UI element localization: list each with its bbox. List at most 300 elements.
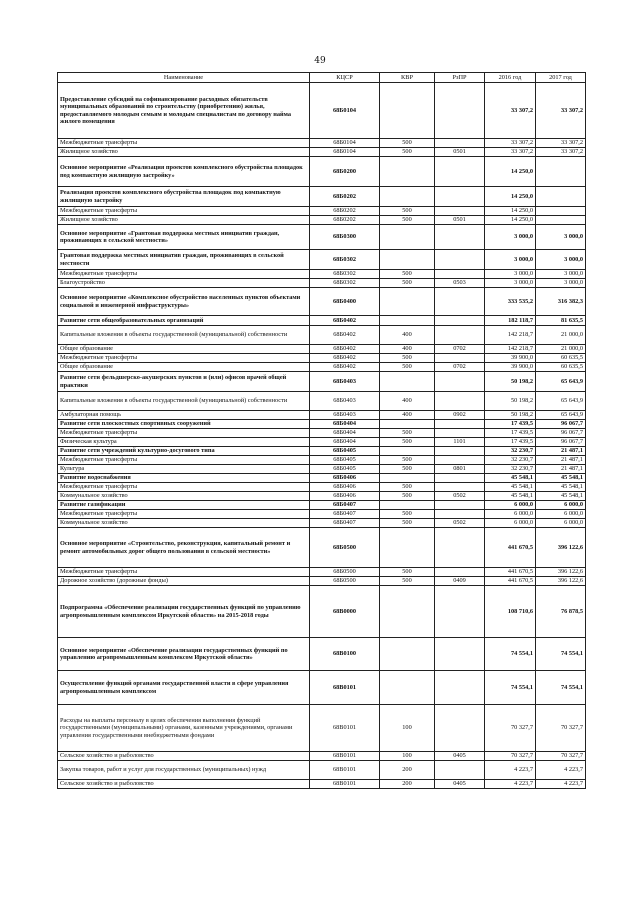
amount-2016-cell: 6 000,0 [485, 510, 536, 519]
amount-2016-cell: 74 554,1 [485, 671, 536, 705]
table-row [58, 510, 586, 519]
kvr-cell: 200 [380, 761, 435, 780]
rzpr-cell [435, 568, 485, 577]
amount-2016-cell: 32 230,7 [485, 447, 536, 456]
row-name-cell: Сельское хозяйство и рыболовство [58, 780, 310, 789]
table-row [58, 752, 586, 761]
table-row [58, 519, 586, 528]
rzpr-cell [435, 420, 485, 429]
amount-2017-cell: 45 548,1 [536, 492, 586, 501]
kcsr-cell: 68Б0302 [310, 250, 380, 270]
table-row [58, 225, 586, 250]
table-row [58, 326, 586, 345]
amount-2016-cell: 33 307,2 [485, 139, 536, 148]
table-row [58, 638, 586, 671]
kvr-cell [380, 288, 435, 316]
row-name-cell: Грантовая поддержка местных инициатив граждан, проживающих в сельской местности [58, 250, 310, 270]
kcsr-cell: 68Б0406 [310, 483, 380, 492]
table-row [58, 148, 586, 157]
row-name-cell: Основное мероприятие «Грантовая поддержка местных инициатив граждан, проживающих в сельской местности» [58, 225, 310, 250]
kcsr-cell: 68Б0104 [310, 83, 380, 139]
row-name-cell: Межбюджетные трансферты [58, 354, 310, 363]
kvr-cell: 500 [380, 492, 435, 501]
kcsr-cell: 68Б0405 [310, 456, 380, 465]
rzpr-cell [435, 474, 485, 483]
table-row [58, 492, 586, 501]
kcsr-cell: 68Б0405 [310, 447, 380, 456]
amount-2017-cell: 45 548,1 [536, 474, 586, 483]
rzpr-cell [435, 250, 485, 270]
rzpr-cell [435, 671, 485, 705]
amount-2016-cell: 14 250,0 [485, 157, 536, 187]
header-2016: 2016 год [485, 73, 536, 83]
row-name-cell: Коммунальное хозяйство [58, 519, 310, 528]
kcsr-cell: 68Б0406 [310, 492, 380, 501]
rzpr-cell: 0801 [435, 465, 485, 474]
amount-2017-cell: 45 548,1 [536, 483, 586, 492]
table-row [58, 483, 586, 492]
row-name-cell: Физическая культура [58, 438, 310, 447]
table-row [58, 447, 586, 456]
row-name-cell: Общее образование [58, 363, 310, 372]
rzpr-cell [435, 501, 485, 510]
rzpr-cell: 0702 [435, 363, 485, 372]
kvr-cell: 100 [380, 752, 435, 761]
table-row [58, 780, 586, 789]
amount-2016-cell: 33 307,2 [485, 83, 536, 139]
amount-2016-cell: 3 000,0 [485, 250, 536, 270]
amount-2016-cell: 17 439,5 [485, 429, 536, 438]
table-row [58, 279, 586, 288]
amount-2017-cell: 65 643,9 [536, 392, 586, 411]
amount-2017-cell: 33 307,2 [536, 148, 586, 157]
table-row [58, 705, 586, 752]
amount-2017-cell: 74 554,1 [536, 671, 586, 705]
row-name-cell: Межбюджетные трансферты [58, 510, 310, 519]
table-row [58, 577, 586, 586]
kcsr-cell: 68Б0200 [310, 157, 380, 187]
amount-2016-cell: 6 000,0 [485, 501, 536, 510]
row-name-cell: Развитие сети плоскостных спортивных сооружений [58, 420, 310, 429]
amount-2017-cell [536, 157, 586, 187]
kcsr-cell: 68В0101 [310, 780, 380, 789]
kvr-cell: 500 [380, 519, 435, 528]
rzpr-cell [435, 761, 485, 780]
kcsr-cell: 68Б0403 [310, 392, 380, 411]
amount-2016-cell: 14 250,0 [485, 187, 536, 207]
amount-2017-cell: 76 878,5 [536, 586, 586, 638]
amount-2017-cell: 3 000,0 [536, 279, 586, 288]
kvr-cell: 500 [380, 429, 435, 438]
kcsr-cell: 68В0000 [310, 586, 380, 638]
kvr-cell [380, 501, 435, 510]
rzpr-cell [435, 447, 485, 456]
kcsr-cell: 68Б0407 [310, 501, 380, 510]
amount-2016-cell: 441 670,5 [485, 568, 536, 577]
rzpr-cell [435, 528, 485, 568]
kcsr-cell: 68В0101 [310, 705, 380, 752]
amount-2017-cell: 33 307,2 [536, 83, 586, 139]
amount-2017-cell: 396 122,6 [536, 577, 586, 586]
amount-2016-cell: 3 000,0 [485, 270, 536, 279]
row-name-cell: Основное мероприятие «Строительство, реконструкция, капитальный ремонт и ремонт автомобильных дорог общего пользования в сельской местности» [58, 528, 310, 568]
kcsr-cell: 68Б0104 [310, 139, 380, 148]
row-name-cell: Основное мероприятие «Реализация проектов комплексного обустройства площадок под компактную жилищную застройку» [58, 157, 310, 187]
kcsr-cell: 68Б0405 [310, 465, 380, 474]
kvr-cell [380, 671, 435, 705]
rzpr-cell [435, 326, 485, 345]
amount-2016-cell: 441 670,5 [485, 528, 536, 568]
amount-2016-cell: 50 198,2 [485, 372, 536, 392]
kvr-cell: 500 [380, 483, 435, 492]
row-name-cell: Жилищное хозяйство [58, 148, 310, 157]
kvr-cell: 500 [380, 279, 435, 288]
amount-2017-cell [536, 207, 586, 216]
kvr-cell: 500 [380, 456, 435, 465]
rzpr-cell [435, 510, 485, 519]
amount-2017-cell: 3 000,0 [536, 270, 586, 279]
amount-2016-cell: 14 250,0 [485, 216, 536, 225]
amount-2016-cell: 17 439,5 [485, 438, 536, 447]
amount-2016-cell: 50 198,2 [485, 411, 536, 420]
table-header-row [58, 73, 586, 83]
amount-2017-cell: 3 000,0 [536, 250, 586, 270]
row-name-cell: Межбюджетные трансферты [58, 207, 310, 216]
amount-2016-cell: 6 000,0 [485, 519, 536, 528]
kcsr-cell: 68Б0400 [310, 288, 380, 316]
amount-2016-cell: 3 000,0 [485, 225, 536, 250]
table-row [58, 187, 586, 207]
table-row [58, 761, 586, 780]
kvr-cell [380, 528, 435, 568]
row-name-cell: Культура [58, 465, 310, 474]
kcsr-cell: 68Б0202 [310, 187, 380, 207]
row-name-cell: Межбюджетные трансферты [58, 270, 310, 279]
amount-2016-cell: 108 710,6 [485, 586, 536, 638]
kvr-cell: 500 [380, 207, 435, 216]
kcsr-cell: 68Б0302 [310, 270, 380, 279]
table-row [58, 83, 586, 139]
amount-2017-cell: 33 307,2 [536, 139, 586, 148]
row-name-cell: Осуществление функций органами государственной власти в сфере управления агропромышленным комплексом [58, 671, 310, 705]
kvr-cell: 500 [380, 568, 435, 577]
amount-2016-cell: 33 307,2 [485, 148, 536, 157]
amount-2016-cell: 74 554,1 [485, 638, 536, 671]
table-row [58, 288, 586, 316]
row-name-cell: Межбюджетные трансферты [58, 429, 310, 438]
amount-2016-cell: 142 218,7 [485, 345, 536, 354]
kcsr-cell: 68Б0104 [310, 148, 380, 157]
table-row [58, 411, 586, 420]
rzpr-cell [435, 586, 485, 638]
row-name-cell: Дорожное хозяйство (дорожные фонды) [58, 577, 310, 586]
amount-2017-cell: 21 487,1 [536, 465, 586, 474]
rzpr-cell [435, 139, 485, 148]
amount-2016-cell: 4 223,7 [485, 761, 536, 780]
rzpr-cell [435, 483, 485, 492]
amount-2016-cell: 333 535,2 [485, 288, 536, 316]
rzpr-cell [435, 270, 485, 279]
kcsr-cell: 68Б0500 [310, 577, 380, 586]
kvr-cell: 500 [380, 216, 435, 225]
amount-2017-cell: 74 554,1 [536, 638, 586, 671]
kcsr-cell: 68Б0202 [310, 216, 380, 225]
kcsr-cell: 68Б0302 [310, 279, 380, 288]
amount-2017-cell: 6 000,0 [536, 519, 586, 528]
rzpr-cell [435, 157, 485, 187]
kvr-cell: 500 [380, 148, 435, 157]
kcsr-cell: 68Б0406 [310, 474, 380, 483]
table-row [58, 250, 586, 270]
kvr-cell [380, 420, 435, 429]
kcsr-cell: 68Б0402 [310, 345, 380, 354]
rzpr-cell: 1101 [435, 438, 485, 447]
rzpr-cell: 0902 [435, 411, 485, 420]
amount-2017-cell: 21 000,0 [536, 326, 586, 345]
row-name-cell: Благоустройство [58, 279, 310, 288]
row-name-cell: Амбулаторная помощь [58, 411, 310, 420]
table-row [58, 474, 586, 483]
budget-table [57, 72, 586, 789]
row-name-cell: Межбюджетные трансферты [58, 456, 310, 465]
rzpr-cell: 0501 [435, 216, 485, 225]
header-name: Наименование [58, 73, 310, 83]
kcsr-cell: 68Б0404 [310, 429, 380, 438]
table-row [58, 501, 586, 510]
amount-2017-cell: 96 067,7 [536, 420, 586, 429]
kvr-cell: 500 [380, 354, 435, 363]
kvr-cell [380, 316, 435, 326]
row-name-cell: Жилищное хозяйство [58, 216, 310, 225]
amount-2017-cell: 65 643,9 [536, 372, 586, 392]
amount-2016-cell: 32 230,7 [485, 465, 536, 474]
rzpr-cell [435, 187, 485, 207]
amount-2016-cell: 17 439,5 [485, 420, 536, 429]
table-row [58, 420, 586, 429]
table-row [58, 372, 586, 392]
amount-2017-cell: 396 122,6 [536, 528, 586, 568]
row-name-cell: Предоставление субсидий на софинансирование расходных обязательств муниципальных образований по строительству (приобретению) жилья, предоставляемого молодым семьям и молодым специалистам по договору найма жилого помещения [58, 83, 310, 139]
amount-2017-cell: 65 643,9 [536, 411, 586, 420]
kvr-cell: 500 [380, 577, 435, 586]
row-name-cell: Основное мероприятие «Обеспечение реализации государственных функций по управлению агропромышленным комплексом Иркутской области» [58, 638, 310, 671]
header-rzpr: РзПР [435, 73, 485, 83]
kvr-cell [380, 225, 435, 250]
kvr-cell: 100 [380, 705, 435, 752]
row-name-cell: Межбюджетные трансферты [58, 568, 310, 577]
header-kcsr: КЦСР [310, 73, 380, 83]
amount-2016-cell: 45 548,1 [485, 483, 536, 492]
rzpr-cell: 0503 [435, 279, 485, 288]
kvr-cell [380, 372, 435, 392]
table-row [58, 207, 586, 216]
row-name-cell: Общее образование [58, 345, 310, 354]
rzpr-cell [435, 316, 485, 326]
amount-2017-cell: 96 067,7 [536, 429, 586, 438]
row-name-cell: Коммунальное хозяйство [58, 492, 310, 501]
kcsr-cell: 68В0101 [310, 752, 380, 761]
kcsr-cell: 68Б0404 [310, 438, 380, 447]
amount-2017-cell: 6 000,0 [536, 501, 586, 510]
row-name-cell: Капитальные вложения в объекты государственной (муниципальной) собственности [58, 392, 310, 411]
table-row [58, 586, 586, 638]
rzpr-cell [435, 372, 485, 392]
amount-2016-cell: 441 670,5 [485, 577, 536, 586]
amount-2016-cell: 182 118,7 [485, 316, 536, 326]
amount-2017-cell: 3 000,0 [536, 225, 586, 250]
amount-2017-cell: 70 327,7 [536, 752, 586, 761]
kvr-cell: 400 [380, 345, 435, 354]
table-row [58, 157, 586, 187]
table-row [58, 671, 586, 705]
row-name-cell: Реализация проектов комплексного обустройства площадок под компактную жилищную застройку [58, 187, 310, 207]
amount-2017-cell [536, 216, 586, 225]
amount-2017-cell: 396 122,6 [536, 568, 586, 577]
kvr-cell: 500 [380, 438, 435, 447]
table-row [58, 429, 586, 438]
rzpr-cell: 0405 [435, 752, 485, 761]
table-row [58, 139, 586, 148]
amount-2017-cell: 70 327,7 [536, 705, 586, 752]
kvr-cell: 500 [380, 510, 435, 519]
rzpr-cell [435, 638, 485, 671]
amount-2016-cell: 45 548,1 [485, 474, 536, 483]
amount-2017-cell: 96 067,7 [536, 438, 586, 447]
kvr-cell [380, 474, 435, 483]
kvr-cell: 500 [380, 363, 435, 372]
amount-2017-cell [536, 187, 586, 207]
kcsr-cell: 68Б0403 [310, 372, 380, 392]
rzpr-cell: 0409 [435, 577, 485, 586]
table-row [58, 465, 586, 474]
kcsr-cell: 68Б0402 [310, 363, 380, 372]
row-name-cell: Сельское хозяйство и рыболовство [58, 752, 310, 761]
table-row [58, 528, 586, 568]
rzpr-cell [435, 354, 485, 363]
rzpr-cell: 0502 [435, 519, 485, 528]
rzpr-cell [435, 83, 485, 139]
row-name-cell: Капитальные вложения в объекты государственной (муниципальной) собственности [58, 326, 310, 345]
rzpr-cell: 0502 [435, 492, 485, 501]
kcsr-cell: 68Б0404 [310, 420, 380, 429]
amount-2016-cell: 32 230,7 [485, 456, 536, 465]
row-name-cell: Расходы на выплаты персоналу в целях обеспечения выполнения функций государственными (муниципальными) органами, казенными учреждениями, органами управления государственными внебюджетными фондами [58, 705, 310, 752]
kvr-cell: 400 [380, 326, 435, 345]
kcsr-cell: 68Б0402 [310, 354, 380, 363]
rzpr-cell [435, 705, 485, 752]
row-name-cell: Закупка товаров, работ и услуг для государственных (муниципальных) нужд [58, 761, 310, 780]
kvr-cell [380, 157, 435, 187]
rzpr-cell [435, 392, 485, 411]
amount-2016-cell: 39 900,0 [485, 363, 536, 372]
amount-2017-cell: 6 000,0 [536, 510, 586, 519]
amount-2016-cell: 4 223,7 [485, 780, 536, 789]
amount-2017-cell: 21 000,0 [536, 345, 586, 354]
kcsr-cell: 68Б0407 [310, 510, 380, 519]
amount-2017-cell: 81 635,5 [536, 316, 586, 326]
table-row [58, 216, 586, 225]
kcsr-cell: 68Б0500 [310, 528, 380, 568]
kvr-cell [380, 447, 435, 456]
row-name-cell: Развитие сети фельдшерско-акушерских пунктов и (или) офисов врачей общей практики [58, 372, 310, 392]
amount-2016-cell: 50 198,2 [485, 392, 536, 411]
amount-2017-cell: 60 635,5 [536, 354, 586, 363]
kvr-cell: 400 [380, 392, 435, 411]
amount-2017-cell: 316 382,3 [536, 288, 586, 316]
kvr-cell [380, 586, 435, 638]
table-row [58, 392, 586, 411]
kvr-cell [380, 638, 435, 671]
row-name-cell: Межбюджетные трансферты [58, 483, 310, 492]
kvr-cell [380, 83, 435, 139]
table-row [58, 354, 586, 363]
kcsr-cell: 68Б0202 [310, 207, 380, 216]
table-row [58, 363, 586, 372]
amount-2017-cell: 21 487,1 [536, 456, 586, 465]
kcsr-cell: 68В0101 [310, 671, 380, 705]
rzpr-cell [435, 456, 485, 465]
page-number: 49 [314, 56, 326, 66]
kvr-cell: 500 [380, 465, 435, 474]
row-name-cell: Развитие газификации [58, 501, 310, 510]
row-name-cell: Развитие сети учреждений культурно-досугового типа [58, 447, 310, 456]
amount-2016-cell: 14 250,0 [485, 207, 536, 216]
rzpr-cell [435, 429, 485, 438]
amount-2017-cell: 4 223,7 [536, 761, 586, 780]
amount-2016-cell: 3 000,0 [485, 279, 536, 288]
row-name-cell: Подпрограмма «Обеспечение реализации государственных функций по управлению агропромышленным комплексом Иркутской области» на 2015-2018 годы [58, 586, 310, 638]
kvr-cell: 500 [380, 139, 435, 148]
row-name-cell: Развитие водоснабжения [58, 474, 310, 483]
rzpr-cell: 0405 [435, 780, 485, 789]
rzpr-cell: 0501 [435, 148, 485, 157]
rzpr-cell [435, 207, 485, 216]
kcsr-cell: 68Б0402 [310, 316, 380, 326]
kcsr-cell: 68Б0300 [310, 225, 380, 250]
table-row [58, 568, 586, 577]
amount-2017-cell: 21 487,1 [536, 447, 586, 456]
kcsr-cell: 68В0101 [310, 761, 380, 780]
kvr-cell: 200 [380, 780, 435, 789]
row-name-cell: Межбюджетные трансферты [58, 139, 310, 148]
amount-2016-cell: 70 327,7 [485, 752, 536, 761]
kcsr-cell: 68Б0407 [310, 519, 380, 528]
header-kvr: КВР [380, 73, 435, 83]
kcsr-cell: 68Б0402 [310, 326, 380, 345]
amount-2016-cell: 142 218,7 [485, 326, 536, 345]
kvr-cell: 400 [380, 411, 435, 420]
kcsr-cell: 68Б0500 [310, 568, 380, 577]
rzpr-cell [435, 288, 485, 316]
rzpr-cell: 0702 [435, 345, 485, 354]
kcsr-cell: 68В0100 [310, 638, 380, 671]
table-row [58, 438, 586, 447]
table-row [58, 316, 586, 326]
table-row [58, 345, 586, 354]
amount-2016-cell: 45 548,1 [485, 492, 536, 501]
amount-2016-cell: 39 900,0 [485, 354, 536, 363]
kvr-cell: 500 [380, 270, 435, 279]
rzpr-cell [435, 225, 485, 250]
amount-2017-cell: 4 223,7 [536, 780, 586, 789]
kcsr-cell: 68Б0403 [310, 411, 380, 420]
table-row [58, 270, 586, 279]
header-2017: 2017 год [536, 73, 586, 83]
amount-2017-cell: 60 635,5 [536, 363, 586, 372]
row-name-cell: Развитие сети общеобразовательных организаций [58, 316, 310, 326]
amount-2016-cell: 70 327,7 [485, 705, 536, 752]
kvr-cell [380, 187, 435, 207]
